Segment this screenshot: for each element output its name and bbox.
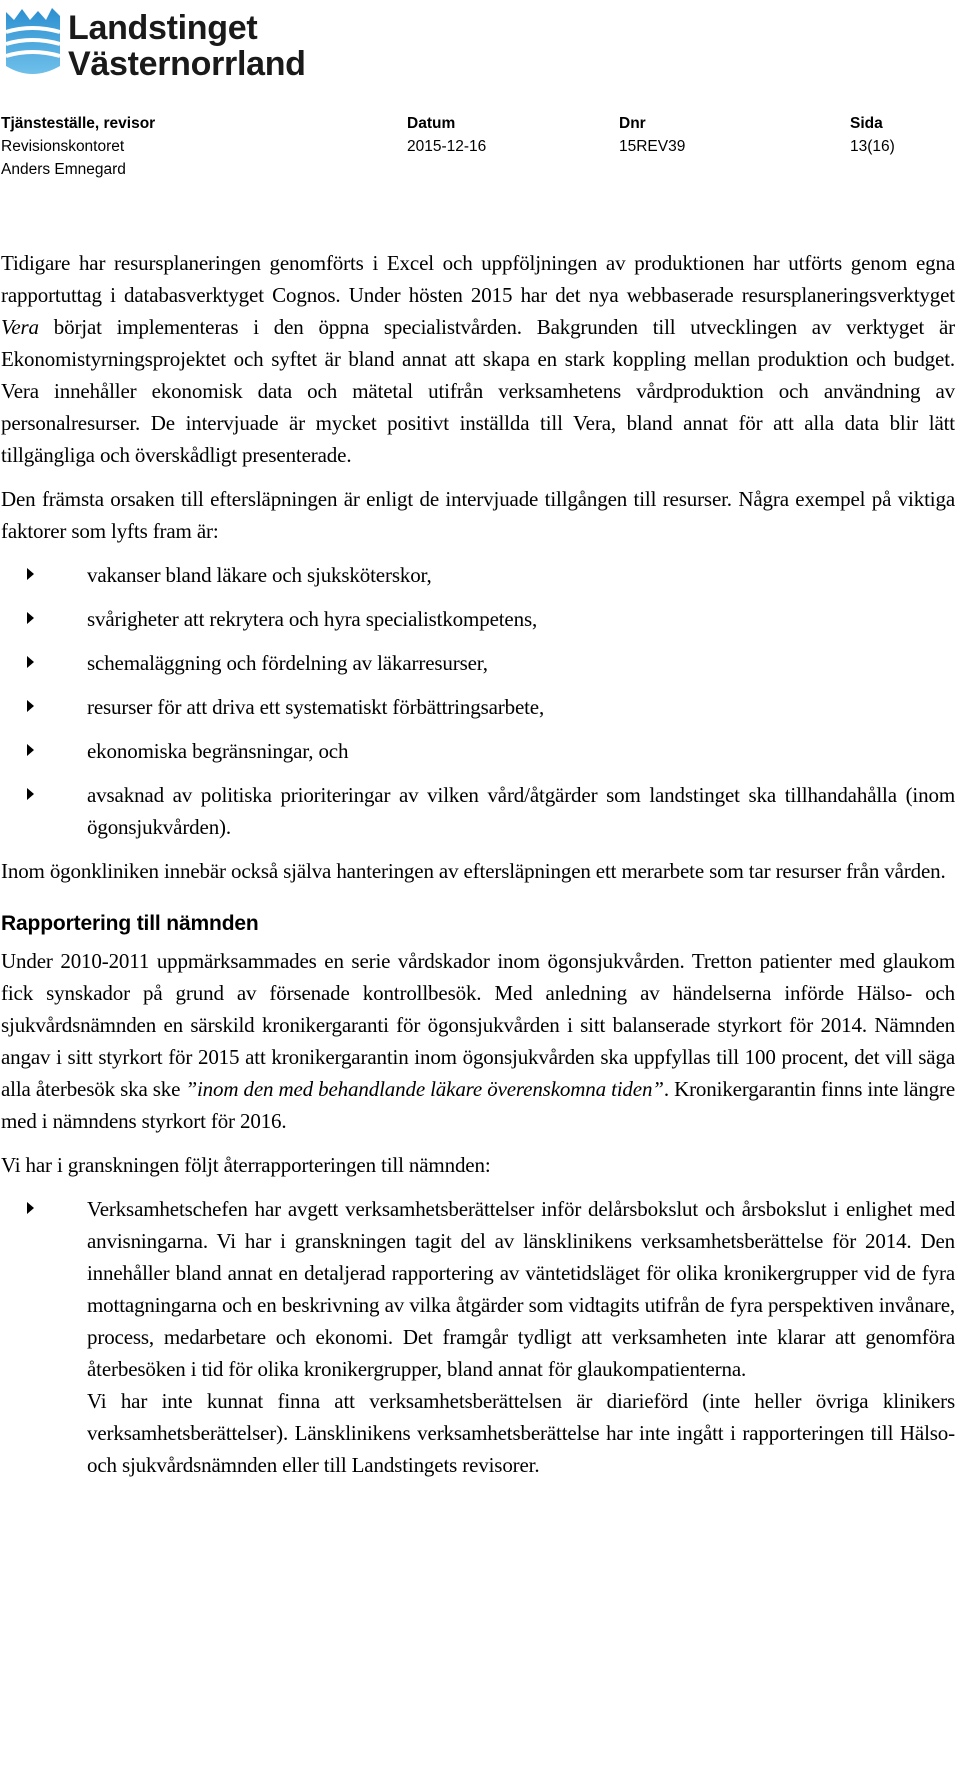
list-item: schemaläggning och fördelning av läkarresurser, <box>1 647 955 679</box>
paragraph-resource-planning: Tidigare har resursplaneringen genomförts i Excel och uppföljningen av produktionen har utförts genom egna rapportuttag i databasverktyget Cognos. Under hösten 2015 har det nya webbaserade resursplaneringsverktyget Vera börjat implementeras i den öppna specialistvården. Bakgrunden till utvecklingen av verktyget är Ekonomistyrningsprojektet och syftet är bland annat att skapa en stark koppling mellan produktion och budget. Vera innehåller ekonomisk data och mätetal utifrån verksamhetens vårdproduktion och användning av personalresurser. De intervjuade är mycket positivt inställda till Vera, bland annat för att alla data blir lätt tillgängliga och överskådligt presenterade. <box>1 251 955 467</box>
bullet-arrow-icon <box>27 700 34 712</box>
section-heading: Rapportering till nämnden <box>1 912 259 935</box>
bullet-arrow-icon <box>27 612 34 624</box>
factor-list <box>1 559 955 843</box>
list-item: vakanser bland läkare och sjuksköterskor, <box>1 559 955 591</box>
paragraph-eye-clinic: Inom ögonkliniken innebär också själva hanteringen av eftersläpningen ett merarbete som tar resurser från vården. <box>1 859 946 883</box>
list-item: svårigheter att rekrytera och hyra specialistkompetens, <box>1 603 955 635</box>
logo-line-2: Västernorrland <box>68 45 306 83</box>
header-value-author: Anders Emnegard <box>1 161 126 178</box>
header-value-office: Revisionskontoret <box>1 138 125 155</box>
logo-wordmark <box>68 10 306 82</box>
header-col-office <box>1 112 155 181</box>
paragraph-review-intro: Vi har i granskningen följt återrapporteringen till nämnden: <box>1 1153 491 1177</box>
quote-emphasis: ”inom den med behandlande läkare överenskomna tiden” <box>185 1077 664 1101</box>
logo-line-1: Landstinget <box>68 9 258 47</box>
list-item <box>1 1193 955 1481</box>
list-item: avsaknad av politiska prioriteringar av vilken vård/åtgärder som landstinget ska tillhandahålla (inom ögonsjukvården). <box>1 779 955 843</box>
bullet-arrow-icon <box>27 656 34 668</box>
header-col-page <box>850 112 895 158</box>
header-label-page: Sida <box>850 115 883 132</box>
vera-emphasis: Vera <box>1 315 39 339</box>
list-item: resurser för att driva ett systematiskt förbättringsarbete, <box>1 691 955 723</box>
header-value-page: 13(16) <box>850 138 895 155</box>
header-col-date <box>407 112 486 158</box>
list-item: ekonomiska begränsningar, och <box>1 735 955 767</box>
landstinget-emblem-icon <box>2 6 64 78</box>
header-label-dnr: Dnr <box>619 115 646 132</box>
bullet-arrow-icon <box>27 788 34 800</box>
bullet-arrow-icon <box>27 1202 34 1214</box>
header-label-office: Tjänsteställe, revisor <box>1 115 156 132</box>
bullet-arrow-icon <box>27 744 34 756</box>
header-label-date: Datum <box>407 115 456 132</box>
header-value-dnr: 15REV39 <box>619 138 686 155</box>
paragraph-reporting: Under 2010-2011 uppmärksammades en serie vårdskador inom ögonsjukvården. Tretton patienter med glaukom fick synskador på grund av försenade kontrollbesök. Med anledning av händelserna införde Hälso- och sjukvårdsnämnden en särskild kronikergaranti för ögonsjukvården i sitt balanserade styrkort för 2014. Nämnden angav i sitt styrkort för 2015 att kronikergarantin inom ögonsjukvården ska uppfyllas till 100 procent, det vill säga alla återbesök ska ske ”inom den med behandlande läkare överenskomna tiden”. Kronikergarantin finns inte längre med i nämndens styrkort för 2016. <box>1 949 956 1133</box>
paragraph-backlog-cause: Den främsta orsaken till eftersläpningen är enligt de intervjuade tillgången till resurser. Några exempel på viktiga faktorer som lyfts fram är: <box>1 487 955 543</box>
bullet-arrow-icon <box>27 568 34 580</box>
review-item-paragraph-2: Vi har inte kunnat finna att verksamhetsberättelsen är diarieförd (inte heller övriga klinikers verksamhetsberättelser). Länsklinikens verksamhetsberättelse har inte ingått i rapporteringen till Hälso- och sjukvårdsnämnden eller till Landstingets revisorer. <box>87 1389 955 1477</box>
review-list <box>1 1193 955 1481</box>
organization-logo <box>2 6 322 82</box>
header-value-date: 2015-12-16 <box>407 138 487 155</box>
header-col-dnr <box>619 112 685 158</box>
review-item-paragraph-1: Verksamhetschefen har avgett verksamhetsberättelser inför delårsbokslut och årsbokslut i enlighet med anvisningarna. Vi har i granskningen tagit del av länsklinikens verksamhetsberättelse för 2014. Den innehåller bland annat en detaljerad rapportering av väntetidsläget för olika kronikergrupper vid de fyra mottagningarna och en beskrivning av vilka åtgärder som vidtagits utifrån de fyra perspektiven invånare, process, medarbetare och ekonomi. Det framgår tydligt att verksamheten inte klarar att genomföra återbesöken i tid för olika kronikergrupper, bland annat för glaukompatienterna. <box>87 1197 955 1381</box>
document-body <box>1 247 955 1493</box>
